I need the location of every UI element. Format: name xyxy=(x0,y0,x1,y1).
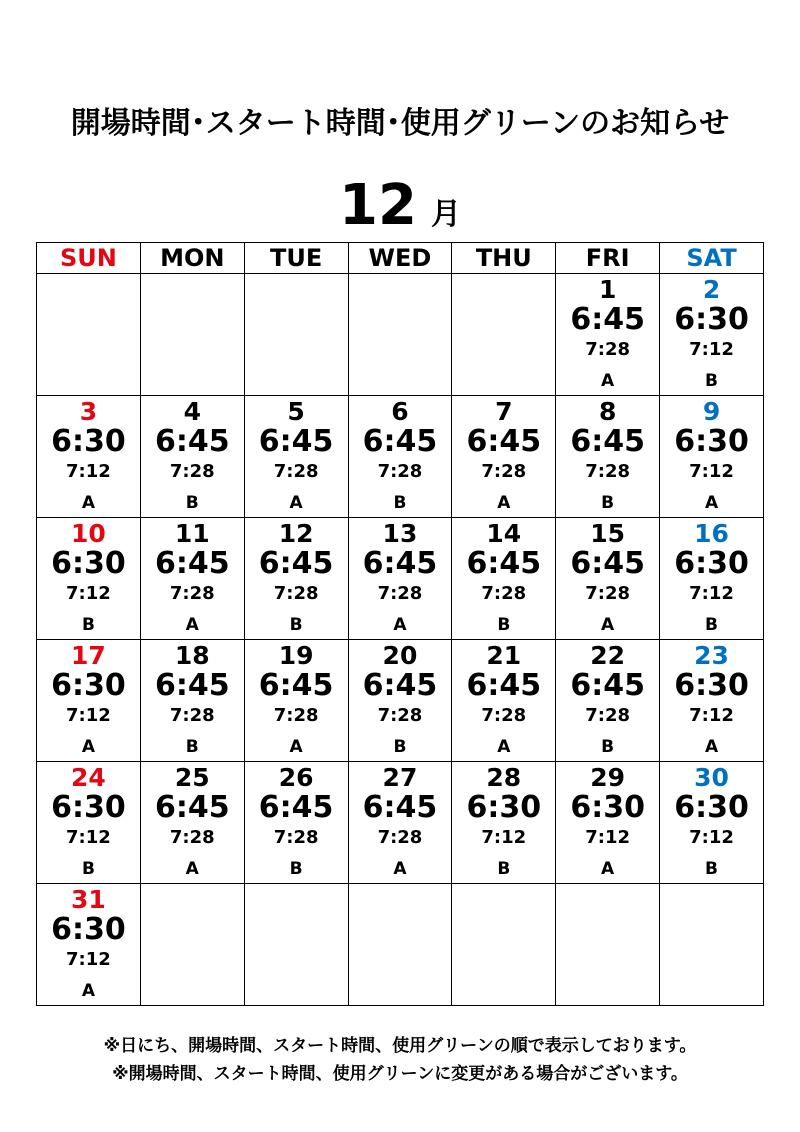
day-cell-content xyxy=(349,396,452,514)
day-cell xyxy=(37,640,141,762)
open-time: 6:30 xyxy=(674,424,749,459)
start-time: 7:12 xyxy=(689,705,734,726)
day-cell xyxy=(244,762,348,884)
day-cell xyxy=(556,518,660,640)
start-time: 7:28 xyxy=(273,583,319,604)
day-cell xyxy=(452,518,556,640)
day-number: 25 xyxy=(174,763,210,792)
start-time: 7:12 xyxy=(689,583,734,604)
day-number: 4 xyxy=(183,397,201,426)
start-time: 7:28 xyxy=(169,827,215,848)
empty-day-cell xyxy=(140,274,244,396)
empty-day-cell xyxy=(348,274,452,396)
weekday-header-wed: WED xyxy=(348,243,452,274)
day-number: 29 xyxy=(590,763,626,792)
start-time: 7:28 xyxy=(377,583,423,604)
day-number: 8 xyxy=(598,397,617,426)
start-time: 7:12 xyxy=(585,827,631,848)
day-number: 26 xyxy=(278,763,314,792)
day-number: 24 xyxy=(71,763,106,792)
green-label: B xyxy=(81,615,95,635)
open-time: 6:30 xyxy=(51,546,126,581)
day-cell xyxy=(37,762,141,884)
day-cell-content xyxy=(37,640,140,758)
week-row xyxy=(37,518,764,640)
start-time: 7:12 xyxy=(66,949,111,970)
start-time: 7:28 xyxy=(585,583,631,604)
empty-day-cell xyxy=(244,274,348,396)
green-label: B xyxy=(497,615,511,635)
start-time: 7:12 xyxy=(66,705,111,726)
day-number: 28 xyxy=(486,763,522,792)
start-time: 7:12 xyxy=(66,461,111,482)
start-time: 7:28 xyxy=(481,705,527,726)
start-time: 7:28 xyxy=(377,827,423,848)
open-time: 6:45 xyxy=(154,424,230,459)
page-title: 開場時間･スタート時間･使用グリーンのお知らせ xyxy=(70,106,730,141)
day-cell xyxy=(452,762,556,884)
day-number: 22 xyxy=(590,641,626,670)
open-time: 6:45 xyxy=(154,668,230,703)
day-cell-content xyxy=(452,640,555,758)
empty-day-cell xyxy=(556,884,660,1006)
green-label: B xyxy=(393,493,407,513)
green-label: A xyxy=(601,615,615,635)
day-cell xyxy=(660,396,764,518)
day-cell-content xyxy=(245,518,348,636)
green-label: A xyxy=(601,859,615,879)
green-label: B xyxy=(185,737,199,757)
month-number: 12 xyxy=(339,173,417,238)
green-label: A xyxy=(393,859,407,879)
day-number: 3 xyxy=(79,397,98,426)
open-time: 6:45 xyxy=(570,668,645,703)
weekday-header-sat: SAT xyxy=(660,243,764,274)
start-time: 7:28 xyxy=(585,461,631,482)
day-cell-content xyxy=(37,884,140,1002)
day-cell xyxy=(660,640,764,762)
empty-day-cell xyxy=(348,884,452,1006)
day-cell xyxy=(37,518,141,640)
open-time: 6:30 xyxy=(51,912,126,947)
green-label: A xyxy=(289,737,303,757)
day-cell-content xyxy=(660,762,763,880)
open-time: 6:45 xyxy=(258,790,334,825)
day-cell xyxy=(660,274,764,396)
start-time: 7:28 xyxy=(169,461,215,482)
open-time: 6:45 xyxy=(466,424,542,459)
start-time: 7:28 xyxy=(273,705,319,726)
day-number: 13 xyxy=(382,519,418,548)
open-time: 6:45 xyxy=(258,546,334,581)
day-number: 5 xyxy=(287,397,305,426)
green-label: A xyxy=(497,493,511,513)
day-cell xyxy=(348,396,452,518)
green-label: A xyxy=(81,981,95,1001)
day-cell xyxy=(348,640,452,762)
open-time: 6:30 xyxy=(674,668,749,703)
open-time: 6:45 xyxy=(362,790,438,825)
day-cell xyxy=(37,396,141,518)
open-time: 6:45 xyxy=(154,546,230,581)
day-cell-content xyxy=(141,396,244,514)
day-cell-content xyxy=(452,762,555,880)
start-time: 7:28 xyxy=(481,583,527,604)
day-cell xyxy=(37,884,141,1006)
open-time: 6:45 xyxy=(466,546,542,581)
day-cell-content xyxy=(37,396,140,514)
month-unit: 月 xyxy=(430,197,461,232)
day-number: 10 xyxy=(71,519,106,548)
day-cell xyxy=(452,640,556,762)
day-cell-content xyxy=(556,518,659,636)
green-label: A xyxy=(393,615,407,635)
empty-day-cell xyxy=(244,884,348,1006)
open-time: 6:30 xyxy=(51,790,126,825)
day-cell-content xyxy=(349,640,452,758)
green-label: A xyxy=(704,737,719,757)
weekday-header-mon: MON xyxy=(140,243,244,274)
day-cell-content xyxy=(37,762,140,880)
notes xyxy=(0,1032,800,1088)
open-time: 6:30 xyxy=(51,668,126,703)
day-number: 31 xyxy=(71,885,106,914)
day-cell xyxy=(140,640,244,762)
open-time: 6:45 xyxy=(258,424,334,459)
start-time: 7:28 xyxy=(377,461,423,482)
day-cell xyxy=(556,396,660,518)
start-time: 7:12 xyxy=(66,583,111,604)
day-cell-content xyxy=(141,640,244,758)
open-time: 6:30 xyxy=(674,302,749,337)
day-number: 20 xyxy=(382,641,418,670)
start-time: 7:12 xyxy=(689,339,734,360)
day-cell xyxy=(140,762,244,884)
empty-day-cell xyxy=(452,274,556,396)
green-label: A xyxy=(185,615,199,635)
day-cell-content xyxy=(141,518,244,636)
day-cell-content xyxy=(245,396,348,514)
open-time: 6:45 xyxy=(466,668,542,703)
day-cell-content xyxy=(141,762,244,880)
day-cell-content xyxy=(452,396,555,514)
weekday-header-fri: FRI xyxy=(556,243,660,274)
day-number: 2 xyxy=(702,275,721,304)
start-time: 7:12 xyxy=(481,827,527,848)
day-number: 27 xyxy=(382,763,418,792)
day-number: 1 xyxy=(598,275,617,304)
green-label: B xyxy=(393,737,407,757)
day-cell-content xyxy=(660,396,763,514)
start-time: 7:28 xyxy=(481,461,527,482)
open-time: 6:30 xyxy=(51,424,126,459)
open-time: 6:30 xyxy=(570,790,645,825)
week-row xyxy=(37,274,764,396)
open-time: 6:45 xyxy=(570,424,645,459)
day-cell xyxy=(556,640,660,762)
start-time: 7:28 xyxy=(273,461,319,482)
empty-day-cell xyxy=(660,884,764,1006)
day-number: 9 xyxy=(702,397,721,426)
day-number: 11 xyxy=(174,519,210,548)
week-row xyxy=(37,640,764,762)
day-cell-content xyxy=(660,518,763,636)
empty-day-cell xyxy=(140,884,244,1006)
week-row xyxy=(37,396,764,518)
green-label: B xyxy=(601,737,615,757)
empty-day-cell xyxy=(37,274,141,396)
weekday-header-thu: THU xyxy=(452,243,556,274)
day-cell-content xyxy=(556,274,659,392)
start-time: 7:28 xyxy=(169,705,215,726)
open-time: 6:45 xyxy=(362,546,438,581)
day-cell-content xyxy=(349,518,452,636)
green-label: B xyxy=(705,859,719,879)
day-cell-content xyxy=(452,518,555,636)
green-label: A xyxy=(185,859,199,879)
calendar-body xyxy=(37,274,764,1006)
green-label: A xyxy=(704,493,719,513)
start-time: 7:28 xyxy=(169,583,215,604)
note-line: ※日にち、開場時間、スタート時間、使用グリーンの順で表示しております。 xyxy=(103,1036,697,1056)
green-label: B xyxy=(81,859,95,879)
open-time: 6:45 xyxy=(362,668,438,703)
day-cell xyxy=(556,274,660,396)
green-label: B xyxy=(185,493,199,513)
start-time: 7:12 xyxy=(689,461,734,482)
green-label: B xyxy=(289,859,303,879)
start-time: 7:28 xyxy=(585,339,631,360)
week-row xyxy=(37,762,764,884)
day-number: 23 xyxy=(694,641,729,670)
weekday-header-row xyxy=(37,243,764,274)
day-cell xyxy=(348,518,452,640)
start-time: 7:28 xyxy=(273,827,319,848)
open-time: 6:30 xyxy=(674,790,749,825)
open-time: 6:45 xyxy=(570,546,645,581)
calendar-table xyxy=(36,242,764,1006)
start-time: 7:12 xyxy=(689,827,734,848)
green-label: A xyxy=(497,737,511,757)
day-number: 6 xyxy=(391,397,409,426)
note-line: ※開場時間、スタート時間、使用グリーンに変更がある場合がございます。 xyxy=(112,1064,688,1084)
open-time: 6:30 xyxy=(466,790,542,825)
day-number: 15 xyxy=(590,519,626,548)
day-cell-content xyxy=(245,640,348,758)
day-cell-content xyxy=(37,518,140,636)
day-number: 7 xyxy=(495,397,513,426)
week-row xyxy=(37,884,764,1006)
green-label: B xyxy=(601,493,615,513)
day-cell-content xyxy=(245,762,348,880)
day-cell-content xyxy=(556,640,659,758)
green-label: A xyxy=(81,493,95,513)
day-cell-content xyxy=(660,640,763,758)
day-cell xyxy=(244,518,348,640)
open-time: 6:45 xyxy=(362,424,438,459)
open-time: 6:45 xyxy=(258,668,334,703)
green-label: B xyxy=(497,859,511,879)
green-label: B xyxy=(289,615,303,635)
green-label: A xyxy=(289,493,303,513)
green-label: A xyxy=(81,737,95,757)
day-number: 16 xyxy=(694,519,729,548)
day-number: 12 xyxy=(278,519,314,548)
day-cell xyxy=(348,762,452,884)
green-label: B xyxy=(705,371,719,391)
day-number: 21 xyxy=(486,641,522,670)
day-cell xyxy=(556,762,660,884)
start-time: 7:12 xyxy=(66,827,111,848)
day-cell xyxy=(452,396,556,518)
open-time: 6:30 xyxy=(674,546,749,581)
day-number: 19 xyxy=(278,641,314,670)
day-number: 18 xyxy=(174,641,210,670)
day-cell-content xyxy=(556,396,659,514)
month-heading xyxy=(0,173,800,238)
day-cell xyxy=(244,396,348,518)
day-cell xyxy=(244,640,348,762)
day-number: 17 xyxy=(71,641,106,670)
day-cell xyxy=(660,518,764,640)
weekday-header-tue: TUE xyxy=(244,243,348,274)
start-time: 7:28 xyxy=(377,705,423,726)
green-label: B xyxy=(705,615,719,635)
day-number: 30 xyxy=(694,763,729,792)
day-number: 14 xyxy=(486,519,522,548)
day-cell xyxy=(660,762,764,884)
open-time: 6:45 xyxy=(570,302,645,337)
weekday-header-sun: SUN xyxy=(37,243,141,274)
day-cell xyxy=(140,396,244,518)
day-cell-content xyxy=(556,762,659,880)
start-time: 7:28 xyxy=(585,705,631,726)
open-time: 6:45 xyxy=(154,790,230,825)
day-cell-content xyxy=(349,762,452,880)
day-cell-content xyxy=(660,274,763,392)
empty-day-cell xyxy=(452,884,556,1006)
day-cell xyxy=(140,518,244,640)
green-label: A xyxy=(601,371,615,391)
